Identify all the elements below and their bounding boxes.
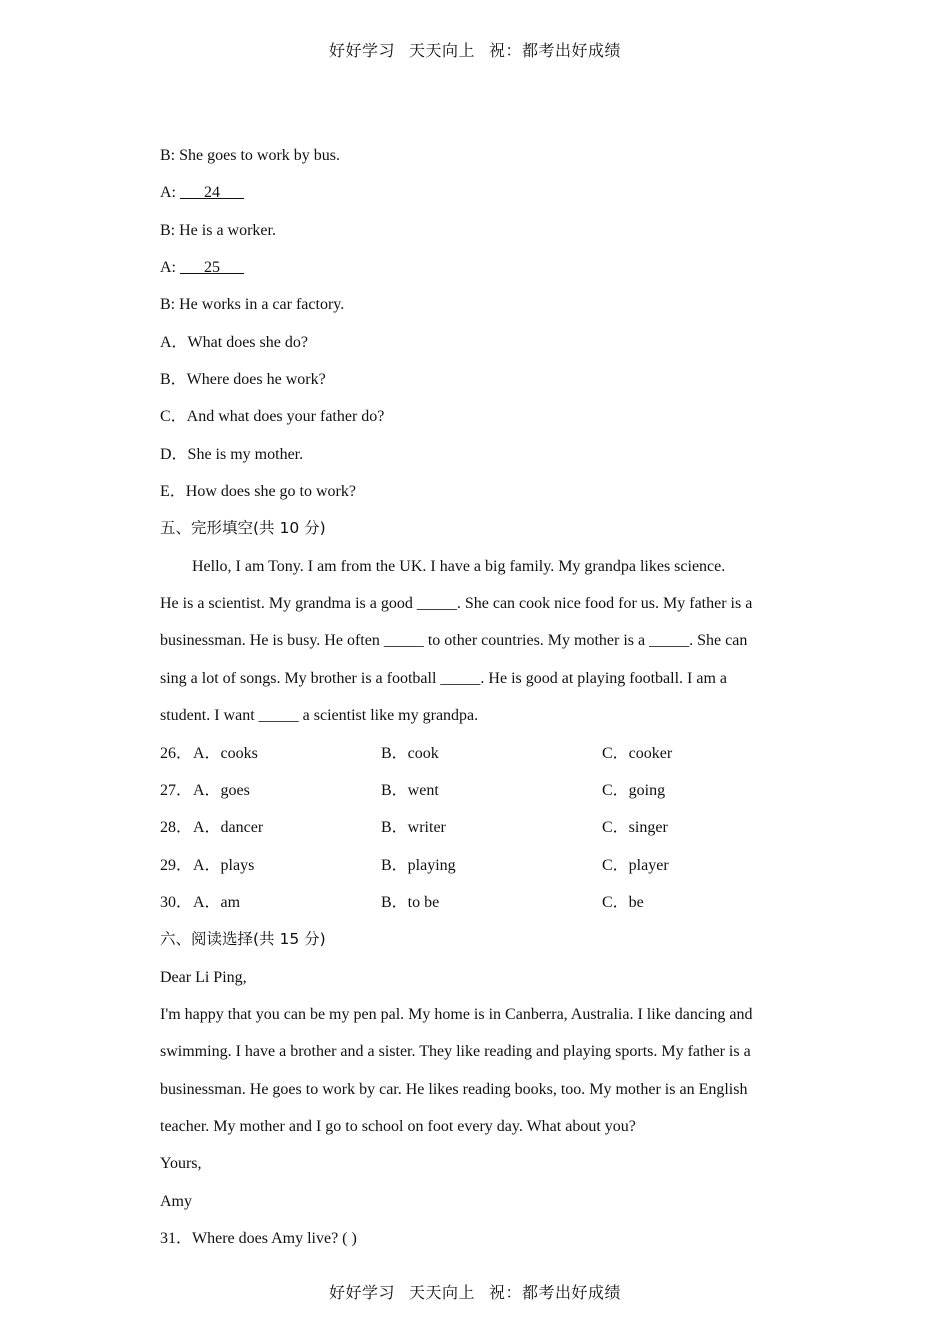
cloze-passage-line: He is a scientist. My grandma is a good _____. She can cook nice food for us. My father is a: [160, 595, 753, 613]
question-row-26: [160, 735, 790, 772]
answer-blank-24: ___24___: [180, 184, 244, 202]
dialogue-line: B: He works in a car factory.: [160, 296, 345, 314]
cloze-passage-line: Hello, I am Tony. I am from the UK. I have a big family. My grandpa likes science.: [192, 557, 726, 575]
option-b: B．writer: [381, 819, 446, 837]
page-header: [0, 38, 950, 61]
question-number: 27．: [160, 781, 193, 799]
dialogue-line: B: He is a worker.: [160, 221, 276, 239]
option-b: B．cook: [381, 744, 439, 762]
answer-blank-25: ___25___: [180, 259, 244, 277]
header-motto-2: 天天向上: [408, 41, 475, 60]
option-a: A．goes: [193, 781, 250, 799]
option-a: A．cooks: [193, 744, 258, 762]
option-a: A．dancer: [193, 819, 264, 837]
footer-motto-3: 祝：都考出好成绩: [489, 1283, 622, 1302]
option-b: B．playing: [381, 856, 456, 874]
dialogue-line: B: She goes to work by bus.: [160, 147, 340, 164]
letter-salutation: Dear Li Ping,: [160, 968, 247, 986]
option-a: A．am: [193, 893, 241, 911]
header-motto-1: 好好学习: [328, 41, 395, 60]
dialogue-speaker: A:: [160, 259, 180, 277]
option-c: C．going: [602, 781, 666, 799]
option-c: C．player: [602, 856, 669, 874]
section-5-title: 五、完形填空(共 10 分): [160, 519, 326, 538]
page-footer: [0, 1280, 950, 1303]
letter-signature: Amy: [160, 1192, 192, 1210]
question-row-28: [160, 809, 790, 846]
letter-closing: Yours,: [160, 1155, 202, 1173]
dialogue-option: C．And what does your father do?: [160, 408, 385, 426]
footer-motto-2: 天天向上: [408, 1283, 475, 1302]
option-c: C．cooker: [602, 744, 673, 762]
letter-body-line: businessman. He goes to work by car. He likes reading books, too. My mother is an English: [160, 1080, 748, 1098]
document-body: [160, 137, 790, 1257]
option-c: C．be: [602, 893, 644, 911]
cloze-passage-line: sing a lot of songs. My brother is a football _____. He is good at playing football. I am a: [160, 669, 728, 687]
cloze-passage-line: businessman. He is busy. He often _____ to other countries. My mother is a _____. She can: [160, 632, 748, 650]
question-row-27: [160, 772, 790, 809]
question-number: 28．: [160, 819, 193, 837]
section-6-title: 六、阅读选择(共 15 分): [160, 930, 326, 949]
option-b: B．to be: [381, 893, 440, 911]
question-row-30: [160, 884, 790, 921]
dialogue-option: A．What does she do?: [160, 333, 308, 351]
letter-body-line: teacher. My mother and I go to school on foot every day. What about you?: [160, 1117, 636, 1135]
option-a: A．plays: [193, 856, 255, 874]
dialogue-line-blank: [160, 174, 790, 211]
dialogue-option: E．How does she go to work?: [160, 483, 356, 501]
letter-body-line: I'm happy that you can be my pen pal. My home is in Canberra, Australia. I like dancing and: [160, 1005, 753, 1023]
dialogue-speaker: A:: [160, 184, 180, 202]
letter-body-line: swimming. I have a brother and a sister. They like reading and playing sports. My father is a: [160, 1043, 751, 1061]
question-number: 29．: [160, 856, 193, 874]
option-c: C．singer: [602, 819, 668, 837]
question-31: 31．Where does Amy live? ( ): [160, 1229, 357, 1247]
question-row-29: [160, 847, 790, 884]
header-motto-3: 祝：都考出好成绩: [489, 41, 622, 60]
dialogue-line-blank: [160, 249, 790, 286]
dialogue-option: B．Where does he work?: [160, 371, 326, 389]
question-number: 26．: [160, 744, 193, 762]
dialogue-option: D．She is my mother.: [160, 445, 304, 463]
question-number: 30．: [160, 893, 193, 911]
cloze-passage-line: student. I want _____ a scientist like my grandpa.: [160, 707, 479, 725]
footer-motto-1: 好好学习: [328, 1283, 395, 1302]
option-b: B．went: [381, 781, 439, 799]
